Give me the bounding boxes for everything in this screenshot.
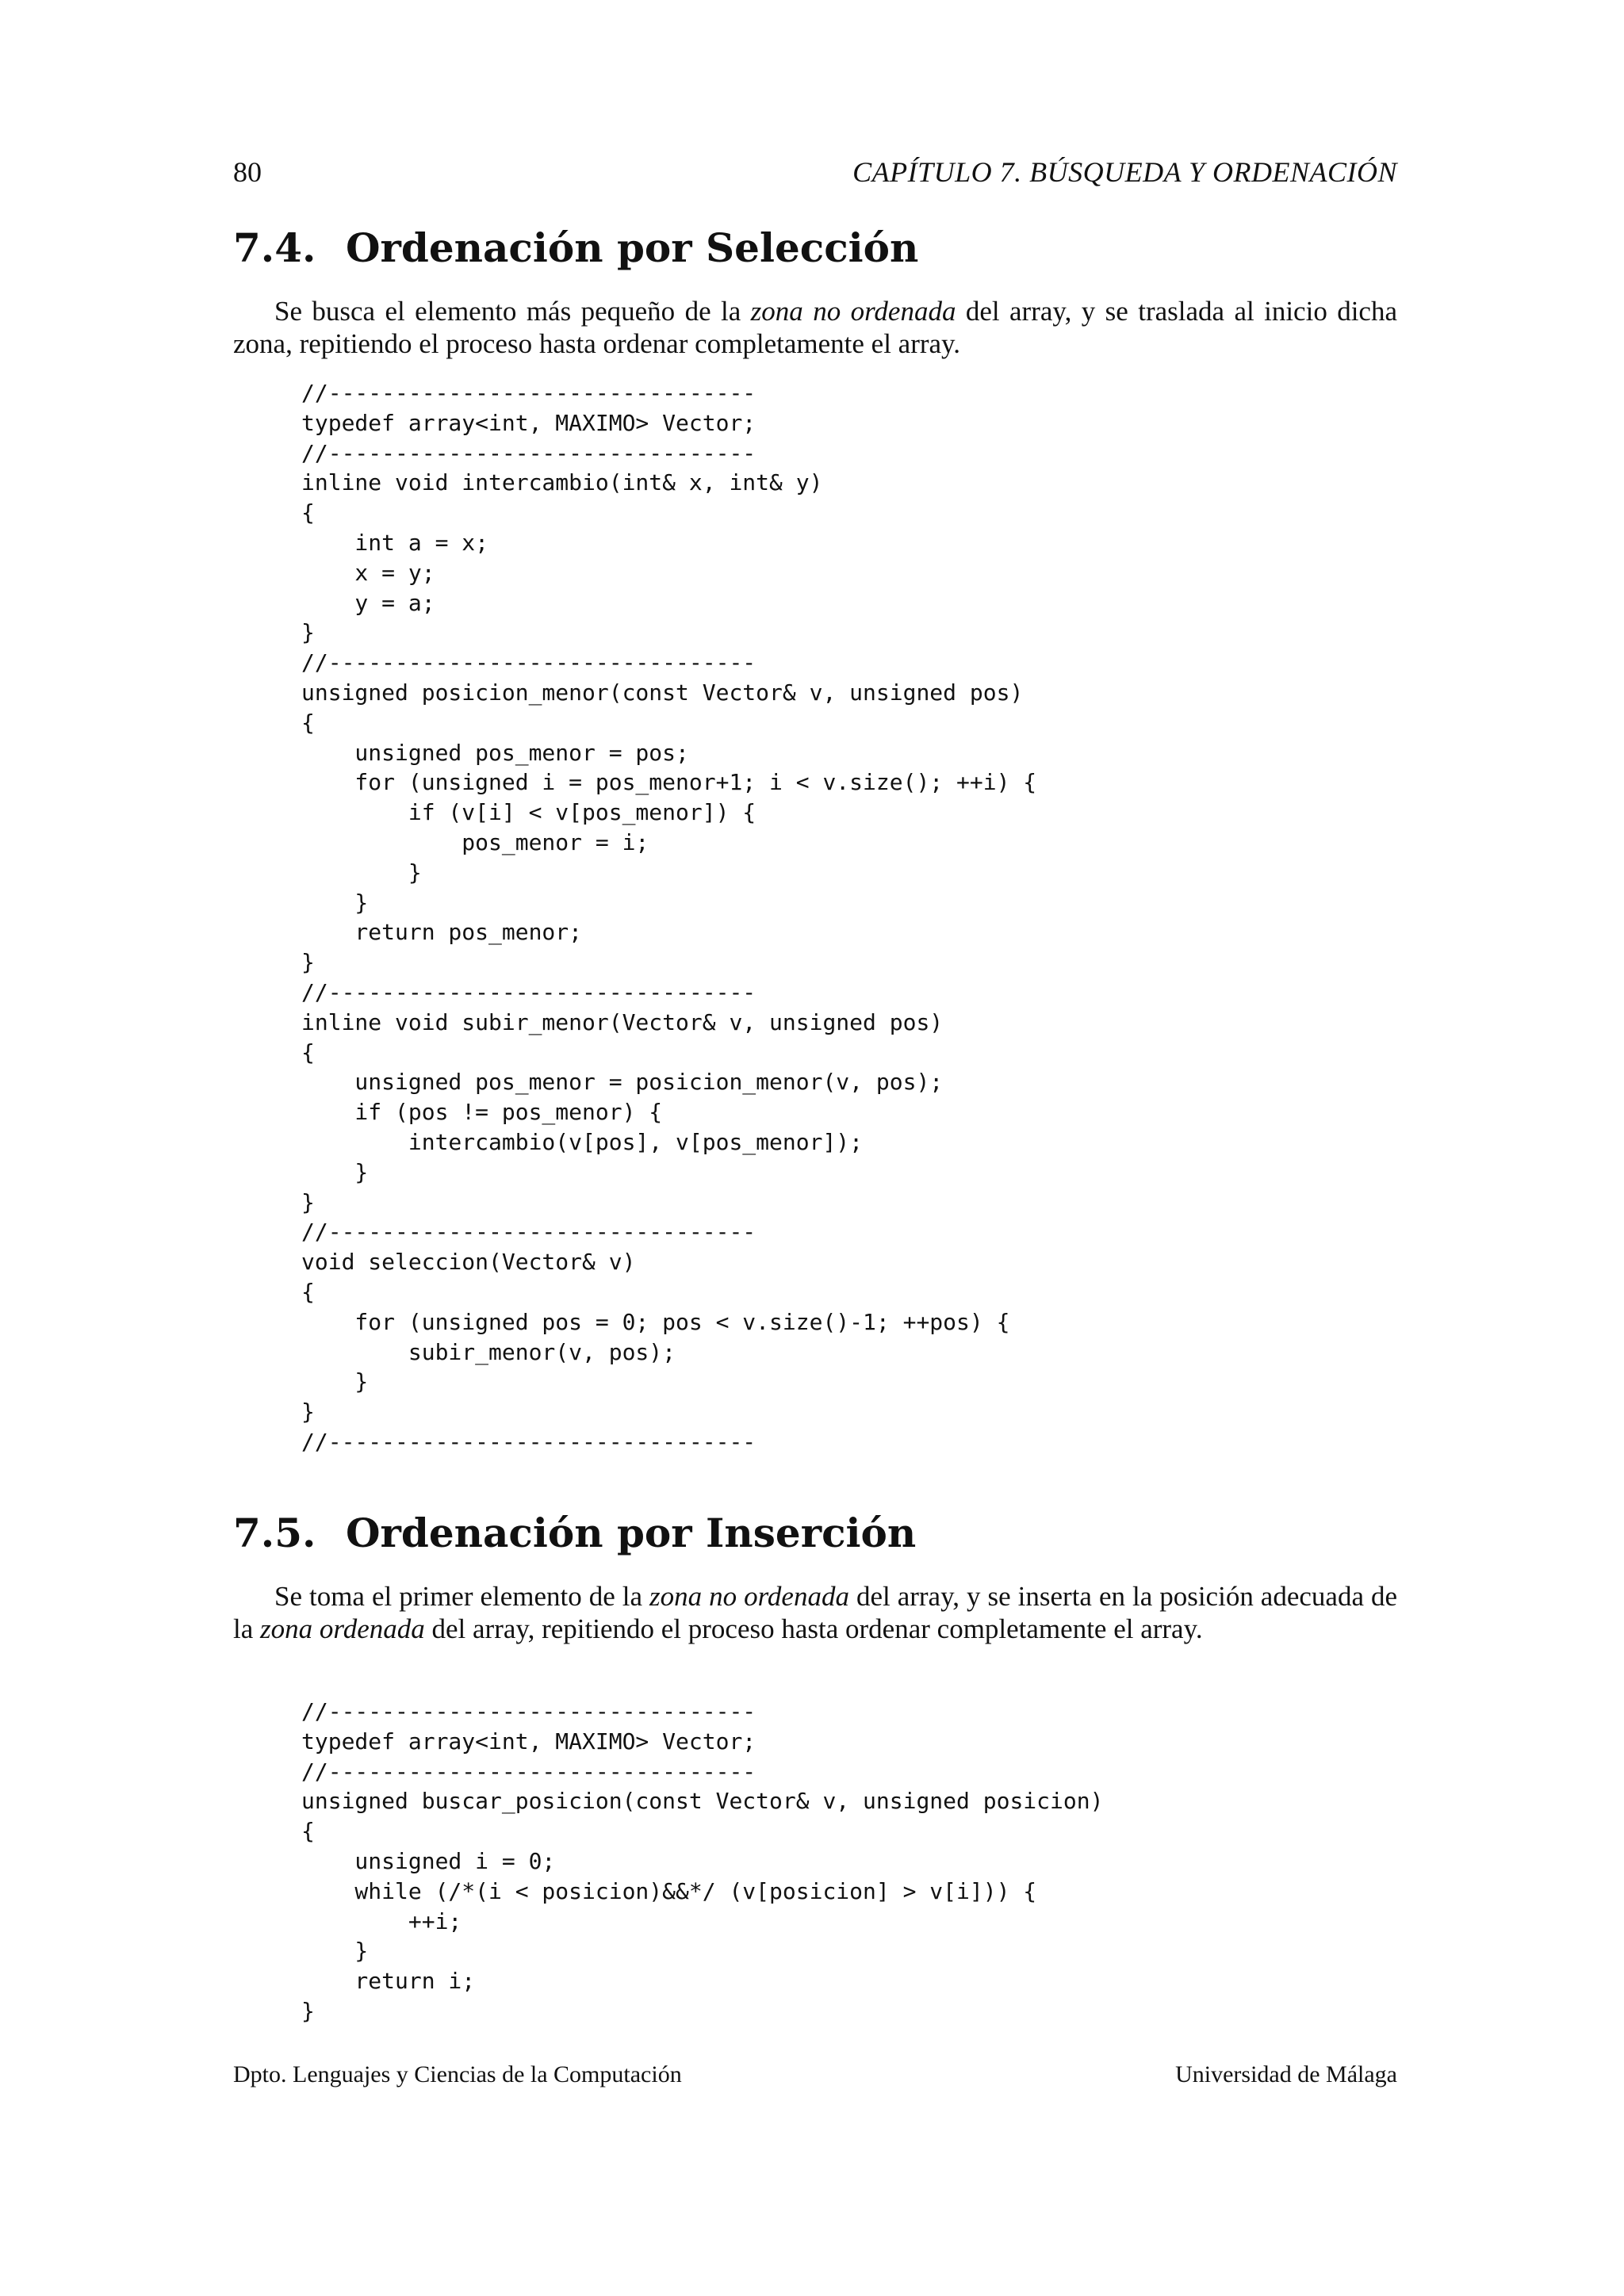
code-line: } <box>301 1188 315 1215</box>
code-listing-seleccion <box>301 378 1036 1457</box>
code-line: } <box>301 1997 315 2024</box>
code-line: int a = x; <box>301 529 489 556</box>
code-line: { <box>301 1278 315 1305</box>
section-7-4-paragraph: Se busca el elemento más pequeño de la zona no ordenada del array, y se traslada al inicio dicha zona, repitiendo el proceso hasta ordenar completamente el array. <box>233 296 1398 359</box>
code-line: } <box>301 1158 369 1185</box>
code-line: for (unsigned i = pos_menor+1; i < v.size(); ++i) { <box>301 769 1037 796</box>
code-line: x = y; <box>301 559 435 586</box>
section-number: 7.5. <box>233 1510 316 1556</box>
code-line: subir_menor(v, pos); <box>301 1338 676 1365</box>
code-line: return i; <box>301 1968 476 1995</box>
code-line: //-------------------------------- <box>301 978 756 1005</box>
emphasis-text: zona ordenada <box>260 1613 425 1644</box>
page-footer <box>233 2061 1397 2093</box>
code-line: return pos_menor; <box>301 919 583 946</box>
code-line: } <box>301 1368 369 1395</box>
code-line: for (unsigned pos = 0; pos < v.size()-1; ++pos) { <box>301 1308 1010 1335</box>
code-line: unsigned buscar_posicion(const Vector& v, unsigned posicion) <box>301 1788 1104 1815</box>
code-line: intercambio(v[pos], v[pos_menor]); <box>301 1128 864 1155</box>
code-line: if (v[i] < v[pos_menor]) { <box>301 799 756 826</box>
code-line: while (/*(i < posicion)&&*/ (v[posicion] > v[i])) { <box>301 1877 1037 1904</box>
code-line: inline void subir_menor(Vector& v, unsigned pos) <box>301 1008 944 1035</box>
code-line: typedef array<int, MAXIMO> Vector; <box>301 409 756 436</box>
code-line: } <box>301 1938 369 1965</box>
code-line: { <box>301 1039 315 1066</box>
code-line: unsigned pos_menor = pos; <box>301 739 689 766</box>
code-line: { <box>301 709 315 736</box>
code-line: unsigned pos_menor = posicion_menor(v, pos); <box>301 1069 944 1096</box>
code-line: ++i; <box>301 1908 462 1934</box>
code-line: //-------------------------------- <box>301 1758 756 1785</box>
page-number: 80 <box>233 156 262 188</box>
footer-university: Universidad de Málaga <box>1175 2061 1397 2087</box>
code-line: typedef array<int, MAXIMO> Vector; <box>301 1728 756 1755</box>
section-title: Ordenación por Inserción <box>346 1510 917 1556</box>
code-line: //-------------------------------- <box>301 1428 756 1455</box>
code-line: } <box>301 1399 315 1425</box>
footer-department: Dpto. Lenguajes y Ciencias de la Computación <box>233 2061 682 2087</box>
code-line: { <box>301 499 315 526</box>
code-line: //-------------------------------- <box>301 649 756 676</box>
code-line: void seleccion(Vector& v) <box>301 1249 636 1276</box>
code-line: } <box>301 859 422 886</box>
code-line: //-------------------------------- <box>301 439 756 466</box>
code-line: //-------------------------------- <box>301 1219 756 1246</box>
code-line: { <box>301 1818 315 1845</box>
code-line: pos_menor = i; <box>301 828 649 855</box>
code-line: } <box>301 889 369 916</box>
section-7-5-paragraph: Se toma el primer elemento de la zona no ordenada del array, y se inserta en la posición adecuada de la zona ordenada del array, repitiendo el proceso hasta ordenar completamente el array. <box>233 1581 1397 1644</box>
section-heading-7-4 <box>233 224 918 271</box>
code-line: inline void intercambio(int& x, int& y) <box>301 469 823 496</box>
code-line: unsigned i = 0; <box>301 1847 556 1874</box>
section-title: Ordenación por Selección <box>346 224 919 271</box>
code-line: //-------------------------------- <box>301 1698 756 1724</box>
code-line: } <box>301 619 315 646</box>
emphasis-text: zona no ordenada <box>649 1581 849 1612</box>
code-listing-insercion <box>301 1697 1103 2026</box>
code-line: } <box>301 949 315 976</box>
page-header <box>233 155 1397 193</box>
code-line: if (pos != pos_menor) { <box>301 1099 663 1126</box>
code-line: unsigned posicion_menor(const Vector& v, unsigned pos) <box>301 679 1024 706</box>
code-line: y = a; <box>301 589 435 616</box>
emphasis-text: zona no ordenada <box>750 296 956 327</box>
chapter-running-head: CAPÍTULO 7. BÚSQUEDA Y ORDENACIÓN <box>852 156 1397 188</box>
section-number: 7.4. <box>233 224 316 271</box>
section-heading-7-5 <box>233 1510 916 1556</box>
code-line: //-------------------------------- <box>301 380 756 406</box>
